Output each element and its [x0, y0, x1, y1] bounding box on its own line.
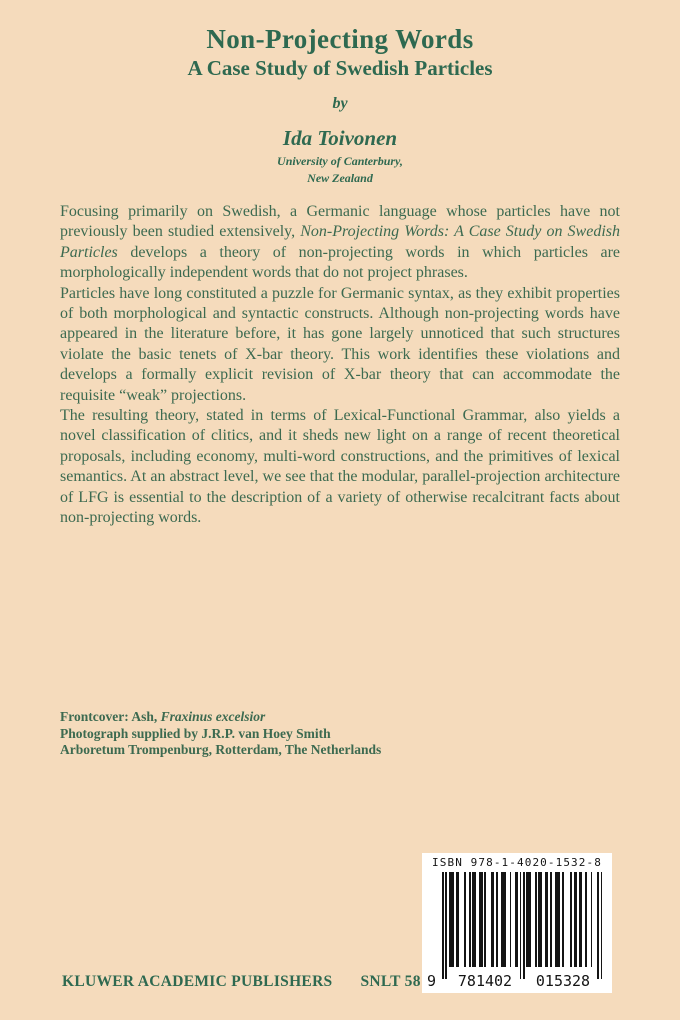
frontcover-credits — [60, 709, 381, 759]
barcode-digit-group-2: 015328 — [535, 972, 591, 990]
barcode-bars — [442, 872, 602, 979]
credit-line-2: Photograph supplied by J.R.P. van Hoey Smith — [60, 725, 331, 741]
publisher-line — [62, 973, 421, 991]
blurb-paragraph-1 — [60, 202, 620, 284]
isbn-number-label: ISBN 978-1-4020-1532-8 — [432, 856, 602, 869]
blurb-paragraph-3: The resulting theory, stated in terms of Lexical-Functional Grammar, also yields a novel classification of clitics, and it sheds new light on a range of recent theoretical proposals, including economy, multi-word constructions, and the primitives of lexical semantics. At an abstract level, we see that the modular, parallel-projection architecture of LFG is essential to the description of a variety of otherwise recalcitrant facts about non-projecting words. — [60, 407, 620, 527]
series-number: SNLT 58 — [360, 973, 421, 990]
masthead — [0, 24, 680, 185]
credit-line-3: Arboretum Trompenburg, Rotterdam, The Netherlands — [60, 742, 382, 757]
book-title: Non-Projecting Words — [206, 24, 474, 54]
credit-line-1 — [60, 709, 381, 726]
blurb-book-title-italic: Non-Projecting Words: A Case Study on Swedish Particles — [60, 223, 620, 261]
blurb-paragraph-2: Particles have long constituted a puzzle for Germanic syntax, as they exhibit properties of both morphological and syntactic constructs. Although non-projecting words have appeared in the literature before, it has gone largely unnoticed that such structures violate the basic tenets of X-bar theory. This work identifies these violations and develops a formally explicit revision of X-bar theory that can accommodate the requisite “weak” projections. — [60, 284, 620, 404]
barcode-lead-digit: 9 — [427, 972, 437, 990]
credit-line-1-roman: Frontcover: Ash, — [60, 709, 161, 724]
author-affiliation-line2: New Zealand — [307, 171, 373, 185]
isbn-barcode — [422, 853, 612, 993]
back-cover-blurb — [60, 202, 620, 529]
author-name: Ida Toivonen — [282, 126, 398, 150]
author-affiliation-line1: University of Canterbury, — [277, 154, 403, 168]
barcode-digit-group-1: 781402 — [457, 972, 513, 990]
publisher-name: KLUWER ACADEMIC PUBLISHERS — [62, 973, 333, 990]
by-label: by — [332, 95, 348, 112]
blurb-paragraph-1-text: Focusing primarily on Swedish, a Germanic language whose particles have not previously been studied extensively, — [60, 203, 620, 241]
book-subtitle: A Case Study of Swedish Particles — [187, 56, 493, 80]
credit-line-1-species: Fraxinus excelsior — [160, 709, 266, 724]
barcode-module — [601, 872, 603, 979]
blurb-paragraph-1-rest: develops a theory of non-projecting words in which particles are morphologically independent words that do not project phrases. — [60, 243, 620, 282]
